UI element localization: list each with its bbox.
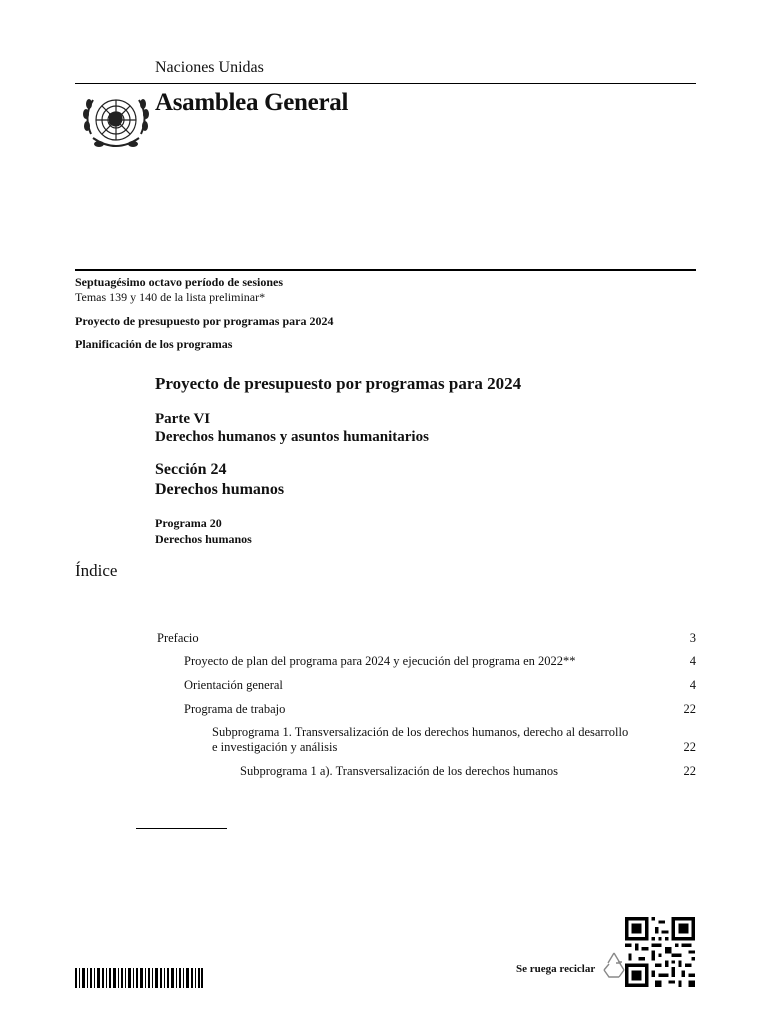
budget-line: Proyecto de presupuesto por programas para 2024 [75,314,334,328]
section-number: Sección 24 [155,461,227,478]
section-name: Derechos humanos [155,481,285,498]
toc-page-subprogramme-1: 22 [683,740,696,754]
body-title: Asamblea General [155,89,349,116]
toc-title: Índice [75,561,118,580]
session-line: Septuagésimo octavo período de sesiones [75,275,283,289]
toc-entry-plan: Proyecto de plan del programa para 2024 y ejecución del programa en 2022** [184,654,576,668]
toc-entry-subprogramme-1 [212,725,628,755]
qr-code-image [625,917,695,987]
part-name: Derechos humanos y asuntos humanitarios [155,429,429,445]
toc-page-plan: 4 [689,654,696,668]
footnote-rule [136,828,227,829]
organization-name: Naciones Unidas [155,59,264,76]
toc-entry-orientation: Orientación general [184,678,283,692]
un-emblem-icon [79,90,153,156]
header-rule [75,83,696,84]
recycle-icon [600,950,628,980]
main-title: Proyecto de presupuesto por programas para 2024 [155,374,522,393]
recycle-notice: Se ruega reciclar [516,963,596,975]
barcode-image [75,968,203,988]
program-name: Derechos humanos [155,532,252,546]
toc-page-preface: 3 [689,631,696,645]
planning-line: Planificación de los programas [75,337,233,351]
section-heading [155,460,284,500]
toc-entry-work-programme: Programa de trabajo [184,702,286,716]
toc-entry-preface: Prefacio [157,631,199,645]
toc-page-work-programme: 22 [683,702,696,716]
program-number: Programa 20 [155,516,222,530]
toc-page-subprogramme-1a: 22 [683,764,696,778]
toc-page-orientation: 4 [689,678,696,692]
program-heading [155,515,252,547]
toc-entry-subprogramme-1a: Subprograma 1 a). Transversalización de los derechos humanos [240,764,558,778]
toc-entry-subprogramme-1-line2: e investigación y análisis [212,740,338,754]
part-number: Parte VI [155,411,211,427]
toc-entry-subprogramme-1-line1: Subprograma 1. Transversalización de los derechos humanos, derecho al desarrollo [212,725,629,739]
part-heading [155,410,429,446]
section-rule [75,269,696,271]
agenda-items-line: Temas 139 y 140 de la lista preliminar* [75,290,266,304]
